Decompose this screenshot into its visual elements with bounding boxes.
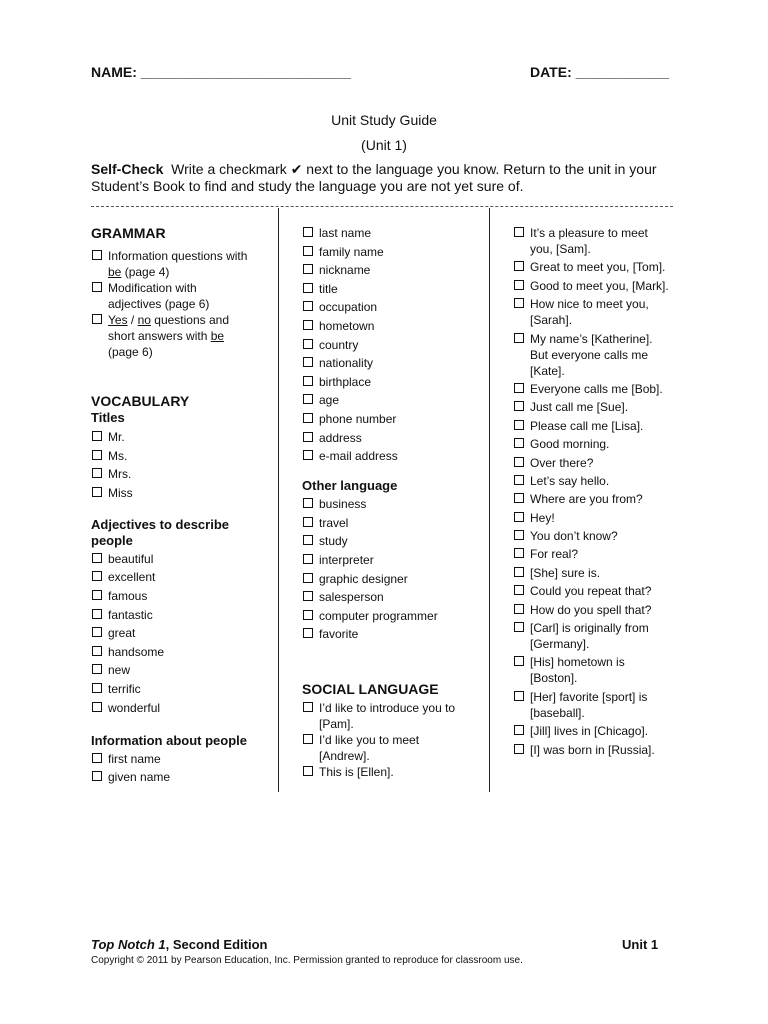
checkbox[interactable] (303, 734, 313, 744)
checkbox[interactable] (514, 530, 524, 540)
checkbox[interactable] (514, 227, 524, 237)
name-field-label: NAME: ___________________________ (91, 64, 351, 80)
checklist-item[interactable]: [His] hometown is [Boston]. (513, 654, 688, 686)
checklist-item[interactable]: Ms. (91, 448, 271, 464)
checklist-item[interactable]: Great to meet you, [Tom]. (513, 259, 688, 275)
checklist-item[interactable]: salesperson (302, 589, 482, 605)
checkbox[interactable] (303, 357, 313, 367)
footer-book-title: Top Notch 1, Second Edition (91, 937, 268, 952)
checkbox[interactable] (92, 571, 102, 581)
checklist-item[interactable]: I’d like you to meet [Andrew]. (302, 732, 482, 764)
checkbox[interactable] (92, 450, 102, 460)
checklist-item[interactable]: graphic designer (302, 571, 482, 587)
checklist-item[interactable]: country (302, 337, 482, 353)
checklist-item[interactable]: [Her] favorite [sport] is [baseball]. (513, 689, 688, 721)
checkbox[interactable] (303, 628, 313, 638)
checkbox[interactable] (303, 554, 313, 564)
column-divider (278, 208, 279, 792)
checkbox[interactable] (92, 683, 102, 693)
checklist-item[interactable]: family name (302, 244, 482, 260)
checkbox[interactable] (92, 646, 102, 656)
self-check-label: Self-Check (91, 161, 164, 177)
checklist-item[interactable]: Everyone calls me [Bob]. (513, 381, 688, 397)
checklist-item[interactable]: wonderful (91, 700, 271, 716)
checkbox[interactable] (303, 394, 313, 404)
checkbox[interactable] (514, 261, 524, 271)
checklist-item[interactable]: given name (91, 769, 271, 785)
column-divider (489, 208, 490, 792)
copyright-notice: Copyright © 2011 by Pearson Education, Inc. Permission granted to reproduce for classroom use. (91, 955, 523, 966)
date-field-label: DATE: ____________ (530, 64, 670, 80)
checkbox[interactable] (303, 517, 313, 527)
checklist-item[interactable]: fantastic (91, 607, 271, 623)
column-2 (302, 225, 482, 780)
self-check-instructions (91, 161, 681, 195)
checklist-item[interactable]: Could you repeat that? (513, 583, 688, 599)
checklist-item[interactable]: Good morning. (513, 436, 688, 452)
checklist-item[interactable]: Mrs. (91, 466, 271, 482)
checklist-item[interactable]: nationality (302, 355, 482, 371)
checkbox[interactable] (514, 725, 524, 735)
titles-list (91, 429, 271, 501)
checkbox[interactable] (303, 264, 313, 274)
checklist-item[interactable]: [Jill] lives in [Chicago]. (513, 723, 688, 739)
checklist-item[interactable]: hometown (302, 318, 482, 334)
checklist-item[interactable]: I’d like to introduce you to [Pam]. (302, 700, 482, 732)
checklist-item[interactable]: last name (302, 225, 482, 241)
checkbox[interactable] (92, 702, 102, 712)
checkbox[interactable] (303, 610, 313, 620)
checklist-item[interactable]: travel (302, 515, 482, 531)
checkbox[interactable] (514, 280, 524, 290)
checkbox[interactable] (92, 314, 102, 324)
checkbox[interactable] (514, 512, 524, 522)
checkbox[interactable] (303, 301, 313, 311)
checkbox[interactable] (303, 246, 313, 256)
checklist-item[interactable]: e-mail address (302, 448, 482, 464)
checklist-item[interactable]: Mr. (91, 429, 271, 445)
checkbox[interactable] (514, 656, 524, 666)
footer-unit: Unit 1 (622, 937, 659, 952)
checklist-item[interactable]: How do you spell that? (513, 602, 688, 618)
page-title: Unit Study Guide (331, 112, 437, 128)
checklist-item[interactable]: Miss (91, 485, 271, 501)
checkbox[interactable] (514, 548, 524, 558)
checklist-item[interactable]: first name (91, 751, 271, 767)
social-language-heading: SOCIAL LANGUAGE (302, 681, 439, 698)
checkbox[interactable] (303, 535, 313, 545)
checkbox[interactable] (303, 227, 313, 237)
social-language-list (302, 700, 482, 780)
checkbox[interactable] (92, 487, 102, 497)
checklist-item[interactable]: [She] sure is. (513, 565, 688, 581)
checklist-item[interactable]: nickname (302, 262, 482, 278)
checklist-item[interactable]: excellent (91, 569, 271, 585)
checkbox[interactable] (303, 591, 313, 601)
titles-heading: Titles (91, 410, 125, 425)
checkbox[interactable] (92, 664, 102, 674)
checkbox[interactable] (514, 604, 524, 614)
self-check-text: Write a checkmark ✔ next to the language you know. Return to the unit in your Student’s Book to find and study the language you are not yet sure of. (91, 161, 657, 194)
checkbox[interactable] (303, 766, 313, 776)
checklist-item[interactable]: great (91, 625, 271, 641)
checklist-item[interactable]: interpreter (302, 552, 482, 568)
checkbox[interactable] (303, 339, 313, 349)
checklist-item[interactable]: famous (91, 588, 271, 604)
checklist-item[interactable]: Hey! (513, 510, 688, 526)
checklist-item[interactable]: favorite (302, 626, 482, 642)
checklist-item[interactable]: It’s a pleasure to meet you, [Sam]. (513, 225, 688, 257)
checkbox[interactable] (514, 744, 524, 754)
checklist-item[interactable]: beautiful (91, 551, 271, 567)
checkbox[interactable] (303, 702, 313, 712)
checklist-item[interactable]: Just call me [Sue]. (513, 399, 688, 415)
checklist-item[interactable]: age (302, 392, 482, 408)
checkbox[interactable] (303, 413, 313, 423)
checkbox[interactable] (92, 627, 102, 637)
adjectives-list (91, 551, 271, 716)
checkbox[interactable] (92, 590, 102, 600)
checklist-item[interactable]: title (302, 281, 482, 297)
checklist-item[interactable]: study (302, 533, 482, 549)
checklist-item[interactable]: occupation (302, 299, 482, 315)
checklist-item[interactable]: new (91, 662, 271, 678)
info-list-continued (302, 225, 482, 464)
checklist-item[interactable]: Over there? (513, 455, 688, 471)
checklist-item[interactable]: address (302, 430, 482, 446)
checklist-item[interactable]: For real? (513, 546, 688, 562)
checkbox[interactable] (92, 282, 102, 292)
checklist-item[interactable]: computer programmer (302, 608, 482, 624)
checkbox[interactable] (92, 609, 102, 619)
checkbox[interactable] (92, 753, 102, 763)
divider (91, 206, 673, 207)
checkbox[interactable] (514, 691, 524, 701)
checkbox[interactable] (92, 431, 102, 441)
checkbox[interactable] (303, 283, 313, 293)
social-language-list-continued (513, 225, 688, 758)
vocabulary-heading: VOCABULARY (91, 393, 190, 409)
checkbox[interactable] (514, 585, 524, 595)
checklist-item[interactable]: You don’t know? (513, 528, 688, 544)
checklist-item[interactable]: Where are you from? (513, 491, 688, 507)
checkbox[interactable] (92, 468, 102, 478)
info-list (91, 751, 271, 786)
checklist-item[interactable]: Let’s say hello. (513, 473, 688, 489)
checkbox[interactable] (514, 383, 524, 393)
column-1 (91, 220, 271, 788)
checklist-item[interactable]: birthplace (302, 374, 482, 390)
checkbox[interactable] (303, 498, 313, 508)
checklist-item[interactable]: This is [Ellen]. (302, 764, 482, 780)
checklist-item[interactable]: phone number (302, 411, 482, 427)
other-language-heading: Other language (302, 478, 398, 494)
checklist-item[interactable]: How nice to meet you, [Sarah]. (513, 296, 688, 328)
checkbox[interactable] (514, 475, 524, 485)
checkbox[interactable] (514, 420, 524, 430)
checkbox[interactable] (303, 376, 313, 386)
checkbox[interactable] (303, 573, 313, 583)
checkbox[interactable] (92, 771, 102, 781)
checklist-item[interactable]: business (302, 496, 482, 512)
checkbox[interactable] (514, 622, 524, 632)
checkbox[interactable] (303, 450, 313, 460)
checkbox[interactable] (92, 250, 102, 260)
checklist-item[interactable]: [Carl] is originally from [Germany]. (513, 620, 688, 652)
checklist-item[interactable]: terrific (91, 681, 271, 697)
checklist-item[interactable]: [I] was born in [Russia]. (513, 742, 688, 758)
other-language-list (302, 496, 482, 642)
info-heading: Information about people (91, 732, 247, 748)
checkbox[interactable] (514, 567, 524, 577)
grammar-heading: GRAMMAR (91, 225, 166, 241)
checklist-item[interactable]: handsome (91, 644, 271, 660)
checklist-item[interactable]: My name’s [Katherine]. But everyone calls me [Kate]. (513, 331, 688, 379)
checklist-item[interactable]: Yes / no questions and short answers with be (page 6) (91, 312, 271, 360)
column-3 (513, 225, 688, 760)
checkbox[interactable] (514, 401, 524, 411)
checkbox[interactable] (514, 493, 524, 503)
checkbox[interactable] (303, 320, 313, 330)
checkbox[interactable] (303, 432, 313, 442)
checkbox[interactable] (92, 553, 102, 563)
checkbox[interactable] (514, 438, 524, 448)
adjectives-heading: Adjectives to describe people (91, 516, 229, 548)
checklist-item[interactable]: Good to meet you, [Mark]. (513, 278, 688, 294)
checklist-item[interactable]: Information questions with be (page 4) (91, 248, 271, 280)
checklist-item[interactable]: Modification with adjectives (page 6) (91, 280, 271, 312)
page-subtitle: (Unit 1) (361, 137, 407, 153)
checkbox[interactable] (514, 298, 524, 308)
checkbox[interactable] (514, 457, 524, 467)
checkbox[interactable] (514, 333, 524, 343)
checklist-item[interactable]: Please call me [Lisa]. (513, 418, 688, 434)
